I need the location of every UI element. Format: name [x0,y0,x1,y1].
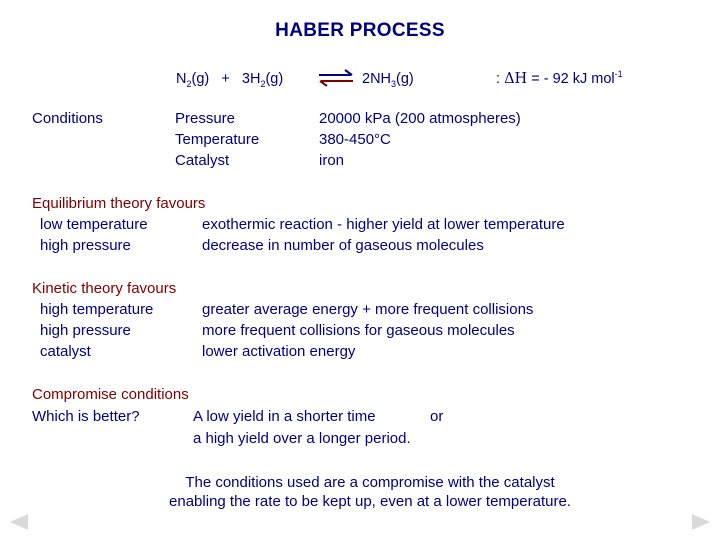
condition-label-pressure: Pressure [175,110,236,127]
compromise-question: Which is better? [32,408,140,425]
kinetic-reason: more frequent collisions for gaseous molecules [202,322,515,339]
page-title: HABER PROCESS [275,20,445,41]
equilibrium-reason: exothermic reaction - higher yield at lower temperature [202,216,565,233]
compromise-option-1: A low yield in a shorter time [193,408,376,425]
equilibrium-reason: decrease in number of gaseous molecules [202,237,484,254]
compromise-or: or [430,408,444,425]
kinetic-factor: catalyst [40,343,91,360]
condition-value-pressure: 20000 kPa (200 atmospheres) [319,110,521,127]
condition-value-temperature: 380-450°C [319,131,391,148]
kinetic-factor: high pressure [40,322,131,339]
compromise-heading: Compromise conditions [32,386,189,403]
equilibrium-factor: high pressure [40,237,131,254]
condition-label-temperature: Temperature [175,131,260,148]
equilibrium-arrow-icon [317,68,355,88]
equilibrium-factor: low temperature [40,216,148,233]
condition-label-catalyst: Catalyst [175,152,230,169]
kinetic-reason: greater average energy + more frequent collisions [202,301,534,318]
plus-sign: + [221,71,230,87]
enthalpy-change: : ΔH = - 92 kJ mol$^{-1}$ [496,69,623,87]
conditions-heading: Conditions [32,110,103,127]
compromise-option-2: a high yield over a longer period. [193,430,411,447]
next-slide-icon[interactable] [690,513,712,531]
nitrogen: N [176,71,187,87]
hydrogen: 3H [241,71,261,87]
kinetic-heading: Kinetic theory favours [32,280,177,297]
condition-value-catalyst: iron [319,152,345,169]
reactants: $N_2(g)$ + $3H_2(g)$ [176,71,284,89]
kinetic-reason: lower activation energy [202,343,356,360]
previous-slide-icon[interactable] [8,513,30,531]
product: $2NH_3(g)$ [362,71,414,89]
delta-h: ΔH [504,71,528,87]
conclusion-line-2: enabling the rate to be kept up, even at a lower temperature. [169,493,571,510]
kinetic-factor: high temperature [40,301,154,318]
equilibrium-heading: Equilibrium theory favours [32,195,206,212]
conclusion-line-1: The conditions used are a compromise with the catalyst [185,474,555,491]
